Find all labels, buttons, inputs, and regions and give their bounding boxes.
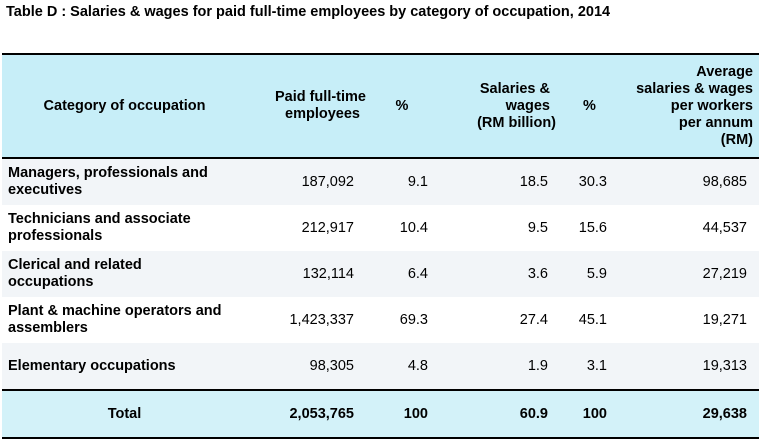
row-average: 44,537 [617,205,759,251]
row-average: 19,271 [617,297,759,343]
header-average-line2: salaries & wages [636,80,753,97]
row-pct1: 10.4 [372,205,432,251]
row-category-line1: Technicians and associate [8,211,191,227]
row-salaries: 3.6 [432,251,562,297]
table-row [2,251,759,297]
row-pct1: 6.4 [372,251,432,297]
header-category-label: Category of occupation [43,97,206,114]
total-salaries: 60.9 [432,390,562,438]
row-category-line1: Elementary occupations [8,357,176,374]
row-category-line2: professionals [8,228,103,244]
row-salaries: 9.5 [432,205,562,251]
row-pct1: 4.8 [372,343,432,390]
header-pct2-label: % [583,97,596,114]
row-pct1: 9.1 [372,158,432,205]
header-employees-line1: Paid full-time [274,89,366,105]
total-row [2,390,759,438]
row-pct2: 15.6 [562,205,617,251]
row-category-line2: executives [8,182,83,198]
row-category [2,205,247,251]
header-average [617,54,759,158]
row-salaries: 1.9 [432,343,562,390]
header-average-line3: per workers [670,97,753,114]
header-average-line4: per annum [678,114,753,131]
table-row [2,158,759,205]
total-pct1: 100 [372,390,432,438]
header-pct1-label: % [395,97,409,114]
row-category-line2: assemblers [8,320,88,336]
row-category [2,343,247,390]
table-row [2,297,759,343]
table-title: Table D : Salaries & wages for paid full-time employees by category of occupation, 2014 [6,4,611,20]
row-category [2,158,247,205]
row-pct2: 5.9 [562,251,617,297]
row-category-line1: Plant & machine operators and [8,303,222,319]
header-category [2,54,247,158]
row-salaries: 27.4 [432,297,562,343]
header-salaries-line2: wages [505,97,550,114]
row-average: 98,685 [617,158,759,205]
header-average-line1: Average [696,63,753,80]
row-pct2: 30.3 [562,158,617,205]
header-average-line5: (RM) [720,131,753,148]
salaries-table [2,53,759,439]
row-category-line1: Clerical and related [8,257,142,273]
total-average: 29,638 [617,390,759,438]
row-average: 19,313 [617,343,759,390]
table-row [2,205,759,251]
row-category-line2: occupations [8,274,94,290]
header-salaries-line3: (RM billion) [477,114,556,131]
row-pct2: 45.1 [562,297,617,343]
row-pct1: 69.3 [372,297,432,343]
total-label: Total [2,390,247,438]
header-pct1 [372,54,432,158]
row-employees: 132,114 [247,251,372,297]
row-employees: 98,305 [247,343,372,390]
row-category-line1: Managers, professionals and [8,165,208,181]
header-salaries [432,54,562,158]
row-salaries: 18.5 [432,158,562,205]
table-header-row [2,54,759,158]
row-employees: 1,423,337 [247,297,372,343]
row-category [2,251,247,297]
header-employees-line2: employees [285,106,360,122]
row-employees: 187,092 [247,158,372,205]
header-pct2 [562,54,617,158]
row-average: 27,219 [617,251,759,297]
row-category [2,297,247,343]
table-row [2,343,759,390]
total-pct2: 100 [562,390,617,438]
row-pct2: 3.1 [562,343,617,390]
header-salaries-line1: Salaries & [479,80,550,97]
header-employees [247,54,372,158]
row-employees: 212,917 [247,205,372,251]
total-employees: 2,053,765 [247,390,372,438]
